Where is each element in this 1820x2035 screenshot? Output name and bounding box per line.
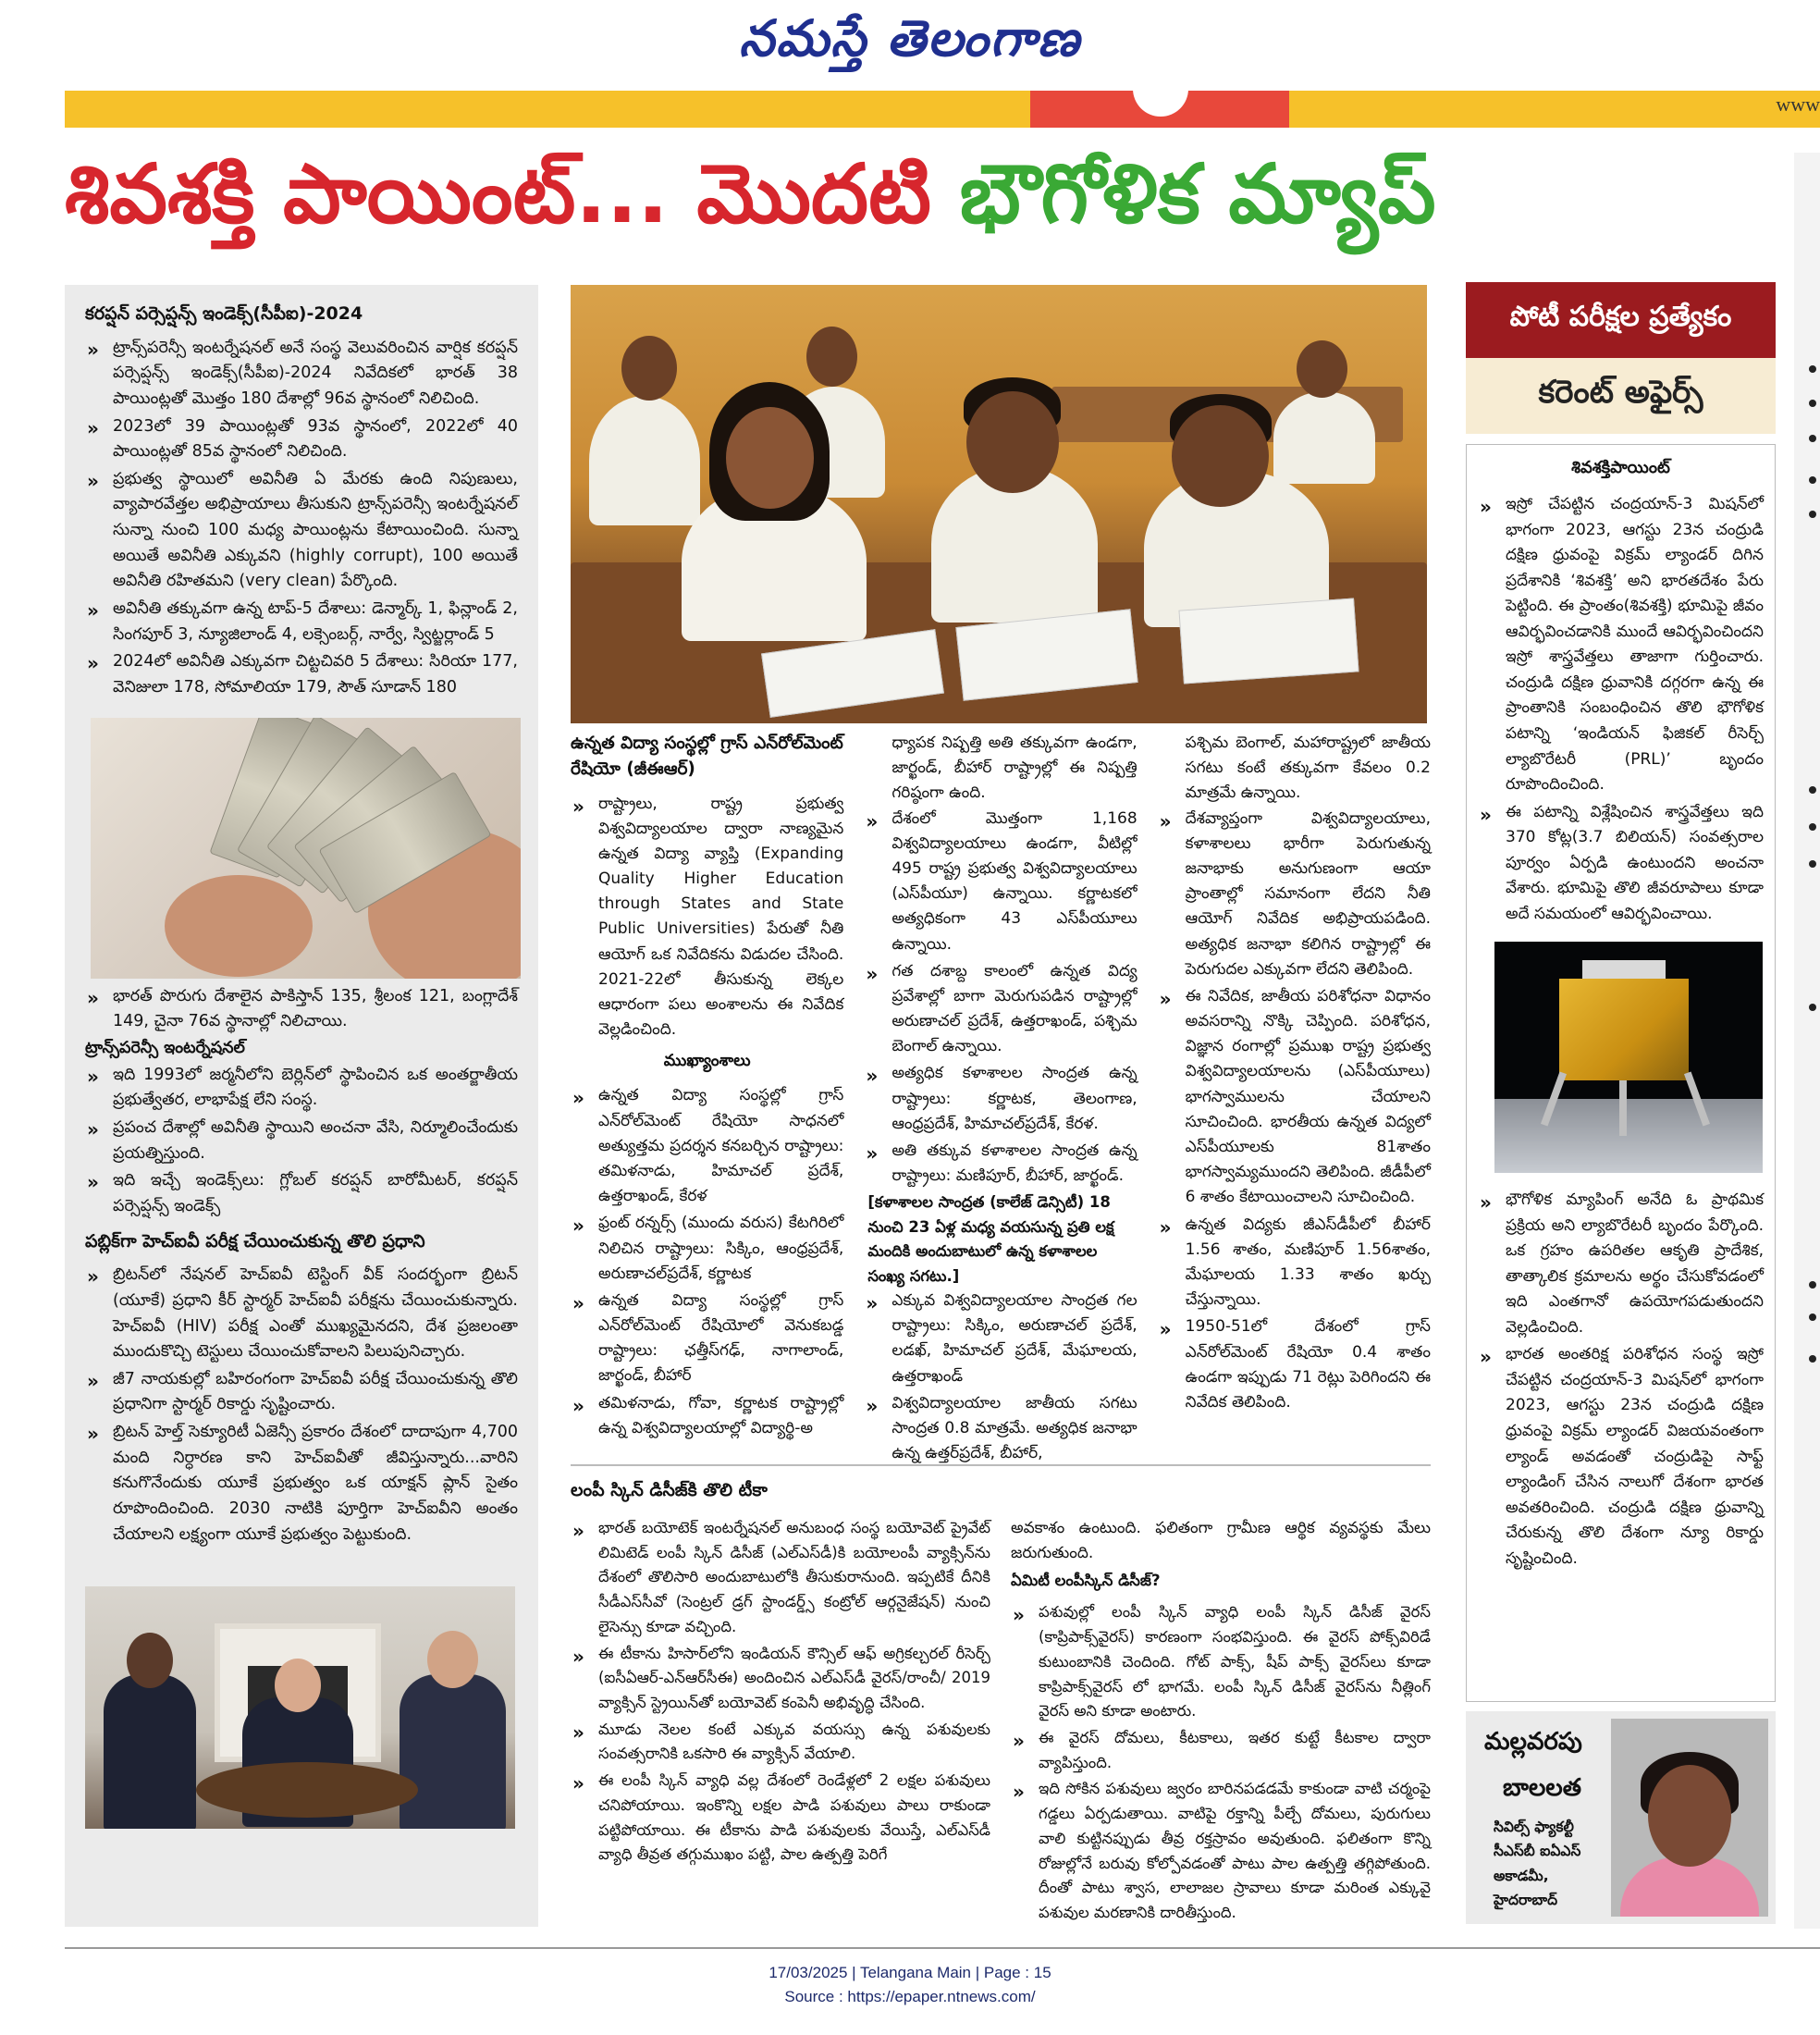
lander-leg [1619,1080,1627,1136]
edge-bullet-icon [1809,1004,1816,1011]
right-column-shivashakti [1466,444,1776,1702]
edge-bullet-icon [1809,786,1816,794]
page-footer [0,1961,1820,2008]
person-head [275,1659,321,1712]
list-item: » ఈ పటాన్ని విశ్లేషించిన శాస్త్రవేత్తలు ఇది 370 కోట్ల(3.7 బిలియన్) సంవత్సరాల పూర్వం ఏర్పడి ఉంటుందని అంచనా వేశారు. భూమిపై తొలి జీవరూపాలు కూడా అదే సమయంలో ఆవిర్భవించాయి. [1478,800,1764,928]
author-name: బాలలత [1503,1774,1581,1802]
edge-bullet-icon [1809,365,1816,373]
edge-bullet-icon [1809,1314,1816,1321]
edge-bullet-icon [1809,823,1816,831]
list-item: » భౌగోళిక మ్యాపింగ్ అనేది ఓ ప్రాథమిక ప్రక్రియ అని ల్యాబొరేటరీ బృందం పేర్కొంది. ఒక గ్రహం ఉపరితల ఆకృతి ప్రాదేశిక, తాత్కాలిక క్రమాలను అర్థం చేసుకోవడంలో ఇది ఎంతగానో ఉపయోగపడుతుందని వెల్లడించింది. [1478,1188,1764,1340]
ti-bullets [85,1063,518,1220]
edge-bullet-icon [1809,511,1816,518]
list-item: » ఎక్కువ విశ్వవిద్యాలయాల సాంద్రత గల రాష్ట్రాలు: సిక్కిం, అరుణాచల్ ప్రదేశ్, లడఖ్, హిమాచల్ ప్రదేశ్, మేఘాలయ, ఉత్తరాఖండ్ [864,1289,1137,1389]
author-designation: సివిల్స్ ఫ్యాకల్టీ సీఎస్‌బీ ఐఏఎస్ అకాడమీ, హైదరాబాద్ [1494,1819,1581,1909]
list-item: » భారత్ బయోటెక్ ఇంటర్నేషనల్ అనుబంధ సంస్థ బయోవెట్ ప్రైవేట్ లిమిటెడ్ లంపీ స్కిన్ డిసీజ్ (ఎల్ఎస్‌డీ)కి బయోలంపీ వ్యాక్సిన్‌ను దేశంలో తొలిసారి అందుబాటులోకి తీసుకురానుంది. ఇప్పటికే దీనికి సీడీఎస్‌సీవో (సెంట్రల్ డ్రగ్ స్టాండర్డ్స్ కంట్రోల్ ఆర్గనైజేషన్) నుంచి లైసెన్సు కూడా వచ్చింది. [571,1516,990,1640]
classroom-photo [571,285,1427,723]
headline-part-red: శివశక్తి పాయింట్... మొదటి [65,146,960,241]
list-item: » 2023లో 39 పాయింట్లతో 93వ స్థానంలో, 2022లో 40 పాయింట్లతో 85వ స్థానంలో నిలిచింది. [85,414,518,465]
student-head [1172,405,1269,507]
student-shape [1273,391,1375,484]
what-is-lsd-subtitle: ఏమిటీ లంపీస్కిన్ డిసీజ్? [1011,1572,1161,1590]
list-item: » భారత్ పొరుగు దేశాలైన పాకిస్తాన్ 135, శ్రీలంక 121, బంగ్లాదేశ్ 149, చైనా 76వ స్థానాల్లో నిలిచాయి. [85,984,518,1035]
ger-article-title: ఉన్నత విద్యా సంస్థల్లో గ్రాస్ ఎన్‌రోల్‌మెంట్ రేషియో (జీఈఆర్) [571,734,843,779]
list-item: » అతి తక్కువ కళాశాలల సాంద్రత ఉన్న రాష్ట్రాలు: మణిపూర్, బీహార్, జార్ఖండ్. [864,1139,1137,1189]
person-shape [104,1674,196,1829]
list-item: » రాష్ట్రాలు, రాష్ట్ర ప్రభుత్వ విశ్వవిద్యాలయాల ద్వారా నాణ్యమైన ఉన్నత విద్యా వ్యాప్తి (Expanding Quality Higher Education through States and State Public Universities) పేరుతో నీతి ఆయోగ్ ఒక నివేదికను విడుదల చేసింది. 2021-22లో తీసుకున్న లెక్కల ఆధారంగా పలు అంశాలను ఈ నివేదిక వెల్లడించింది. [571,792,843,1043]
lumpy-column-1 [571,1516,990,1928]
headline-part-green: భౌగోళిక మ్యాప్ [959,146,1436,241]
author-photo [1611,1719,1768,1917]
student-head [726,407,814,509]
paragraph-continuation: అవకాశం ఉంటుంది. ఫలితంగా గ్రామీణ ఆర్థిక వ్యవస్థకు మేలు జరుగుతుంది. [1011,1519,1431,1563]
edge-bullet-icon [1809,860,1816,868]
newspaper-logo: నమస్తే తెలంగాణ [739,7,1081,68]
list-item: » ప్రపంచ దేశాల్లో అవినీతి స్థాయిని అంచనా వేసి, నిర్మూలించేందుకు ప్రయత్నిస్తుంది. [85,1116,518,1166]
cpi-section-title: కరప్షన్ పర్సెప్షన్స్ ఇండెక్స్(సీపీఐ)-2024 [85,303,363,324]
ger-article [571,731,1431,1462]
next-page-edge [1794,153,1820,1929]
vikram-lander-photo [1494,942,1763,1173]
left-column-cpi [65,285,538,1927]
list-item: » విశ్వవిద్యాలయాల జాతీయ సగటు సాంద్రత 0.8 మాత్రమే. అత్యధిక జనాభా ఉన్న ఉత్తర్‌ప్రదేశ్, బీహార్, [864,1391,1137,1467]
student-head [806,327,857,387]
paragraph-continuation: ధ్యాపక నిష్పత్తి అతి తక్కువగా ఉండగా, జార్ఖండ్, బీహార్ రాష్ట్రాల్లో ఈ నిష్పత్తి గరిష్ఠంగా ఉంది. [892,734,1138,803]
list-item: » మూడు నెలల కంటే ఎక్కువ వయస్సు ఉన్న పశువులకు సంవత్సరానికి ఒకసారి ఈ వ్యాక్సిన్ వేయాలి. [571,1718,990,1767]
student-shape [589,396,700,525]
list-item: » ఈ నివేదిక, జాతీయ పరిశోధనా విధానం అవసరాన్ని నొక్కి చెప్పింది. పరిశోధన, విజ్ఞాన రంగాల్లో ప్రముఖ రాష్ట్ర ప్రభుత్వ విశ్వవిద్యాలయాలను (ఎస్‌పీయూలు) భాగస్వాములను చేయాలని సూచించింది. భారతీయ ఉన్నత విద్యలో ఎస్‌పీయూలకు 81శాతం భాగస్వామ్యముందని తెలిపింది. జీడీపీలో 6 శాతం కేటాయించాలని సూచించింది. [1158,984,1431,1211]
list-item: » ఫ్రంట్ రన్నర్స్ (ముందు వరుస) కేటగిరిలో నిలిచిన రాష్ట్రాలు: సిక్కిం, ఆంధ్రప్రదేశ్, అరుణాచల్‌ప్రదేశ్, కర్ణాటక [571,1211,843,1287]
list-item: » ఉన్నత విద్యా సంస్థల్లో గ్రాస్ ఎన్‌రోల్‌మెంట్ రేషియోలో వెనుకబడ్డ రాష్ట్రాలు: ఛత్తీస్‌గఢ్, నాగాలాండ్, జార్ఖండ్, బీహార్ [571,1289,843,1389]
section-divider [571,1464,1431,1466]
hiv-section-title: పబ్లిక్‌గా హెచ్‌ఐవీ పరీక్ష చేయించుకున్న తొలి ప్రధాని [85,1230,425,1252]
author-box [1466,1711,1776,1924]
paragraph-continuation: పశ్చిమ బెంగాల్, మహారాష్ట్రలో జాతీయ సగటు కంటే తక్కువగా కేవలం 0.2 మాత్రమే ఉన్నాయి. [1185,734,1431,803]
author-surname: మల్లవరపు [1484,1728,1582,1756]
top-color-band [65,91,1820,128]
ger-column-2 [864,731,1137,1462]
edge-bullet-icon [1809,1355,1816,1363]
round-table-shape [196,1762,418,1818]
edge-bullet-icon [1809,435,1816,442]
hiv-bullets [85,1263,518,1548]
list-item: » ఈ లంపీ స్కిన్ వ్యాధి వల్ల దేశంలో రెండేళ్లలో 2 లక్షల పశువులు చనిపోయాయి. ఇంకొన్ని లక్షల పాడి పశువులు పాలు రాకుండా పట్టిపోయాయి. ఈ టీకాను పాడి పశువులకు వేయిస్తే, ఎల్ఎస్‌డీ వ్యాధి తీవ్రత తగ్గుముఖం పట్టి, పాల ఉత్పత్తి పెరిగే [571,1769,990,1868]
lumpy-column-2 [1011,1516,1431,1928]
currency-notes-photo [91,718,521,979]
footer-date-edition: 17/03/2025 | Telangana Main | Page : 15 [769,1964,1051,1981]
list-item: » భారత అంతరిక్ష పరిశోధన సంస్థ ఇస్రో చేపట్టిన చంద్రయాన్-3 మిషన్‌లో భాగంగా 2023, ఆగస్టు 23న చంద్రుడి దక్షిణ ధ్రువంపై విక్రమ్ ల్యాండర్ విజయవంతంగా ల్యాండ్ అవడంతో చంద్రుడిపై సాఫ్ట్ ల్యాండింగ్ చేసిన నాలుగో దేశంగా భారత అవతరించింది. చంద్రుడి దక్షిణ ధ్రువాన్ని చేరుకున్న తొలి దేశంగా న్యూ రికార్డు సృష్టించింది. [1478,1342,1764,1572]
main-headline [65,139,1785,250]
list-item: » ఉన్నత విద్యకు జీఎస్‌డీపీలో బీహార్ 1.56 శాతం, మణిపూర్ 1.56శాతం, మేఘాలయ 1.33 శాతం ఖర్చు చేస్తున్నాయి. [1158,1213,1431,1314]
list-item: » పశువుల్లో లంపీ స్కిన్ వ్యాధి లంపీ స్కిన్ డిసీజ్ వైరస్ (కాప్రిపాక్స్‌వైరస్) కారణంగా సంభవిస్తుంది. ఈ వైరస్ పోక్స్‌విరిడే కుటుంబానికి చెందింది. గోట్ పాక్స్, షీప్ పాక్స్ వైరస్‌లు కూడా కాప్రిపాక్స్‌వైరస్ లో భాగమే. లంపీ స్కిన్ డిసీజ్ వైరస్‌ను నీత్లింగ్ వైరస్ అని కూడా అంటారు. [1011,1600,1431,1724]
list-item: » ట్రాన్స్‌పరెన్సీ ఇంటర్నేషనల్ అనే సంస్థ వెలువరించిన వార్షిక కరప్షన్ పర్సెప్షన్స్ ఇండెక్స్(సీపీఐ)-2024 నివేదికలో భారత్ 38 పాయింట్లతో మొత్తం 180 దేశాల్లో 96వ స్థానంలో నిలిచింది. [85,336,518,413]
list-item: » ఇది ఇచ్చే ఇండెక్స్‌లు: గ్లోబల్ కరప్షన్ బారోమీటర్, కరప్షన్ పర్సెప్షన్స్ ఇండెక్స్ [85,1168,518,1219]
ti-subtitle: ట్రాన్స్‌పరెన్సీ ఇంటర్నేషనల్ [85,1038,245,1057]
list-item: » తమిళనాడు, గోవా, కర్ణాటక రాష్ట్రాల్లో ఉన్న విశ్వవిద్యాలయాల్లో విద్యార్థి-అ [571,1391,843,1441]
list-item: » బ్రిటన్ హెల్త్ సెక్యూరిటీ ఏజెన్సీ ప్రకారం దేశంలో దాదాపుగా 4,700 మంది నిర్ధారణ కాని హెచ్‌ఐవీతో జీవిస్తున్నారు...వారిని కనుగొనేందుకు యూకే ప్రభుత్వం ఒక యాక్షన్ ప్లాన్ సైతం రూపొందించింది. 2030 నాటికి పూర్తిగా హెచ్‌ఐవీని అంతం చేయాలని లక్ష్యంగా యూకే ప్రభుత్వం పెట్టుకుంది. [85,1420,518,1548]
masthead [0,0,1820,88]
list-item: » బ్రిటన్‌లో నేషనల్ హెచ్‌ఐవీ టెస్టింగ్ వీక్ సందర్భంగా బ్రిటన్ (యూకే) ప్రధాని కీర్ స్టార్మర్ హెచ్‌ఐవీ పరీక్షను చేయించుకున్నారు. హెచ్‌ఐవీ (HIV) పరీక్ష ఎంతో ముఖ్యమైనదని, దేశ ప్రజలంతా ముందుకొచ్చి టెస్టులు చేయించుకోవాలని పిలుపునిచ్చారు. [85,1263,518,1365]
neighbours-bullets [85,984,518,1035]
shivashakti-title: శివశక్తిపాయింట్ [1571,458,1670,477]
hand-shape [165,875,313,977]
cpi-bullets [85,336,518,701]
list-item: » అత్యధిక కళాశాలల సాంద్రత ఉన్న రాష్ట్రాలు: కర్ణాటక, తెలంగాణ, ఆంధ్రప్రదేశ్, హిమాచల్‌ప్రదేశ్, కేరళ. [864,1061,1137,1137]
band-url-fragment: www [1776,92,1820,116]
lumpy-skin-article [571,1480,1431,1924]
current-affairs-subheader: కరెంట్ అఫైర్స్ [1466,358,1776,434]
student-head [1297,340,1347,398]
highlights-subtitle: ముఖ్యాంశాలు [663,1052,751,1071]
list-item: » 1950-51లో దేశంలో గ్రాస్ ఎన్‌రోల్‌మెంట్ రేషియో 0.4 శాతం ఉండగా ఇప్పుడు 71 రెట్లు పెరిగిందని ఈ నివేదిక తెలిపింది. [1158,1314,1431,1415]
list-item: » దేశవ్యాప్తంగా విశ్వవిద్యాలయాలు, కళాశాలలు భారీగా పెరుగుతున్న జనాభాకు అనుగుణంగా ఆయా ప్రాంతాల్లో సమానంగా లేదని నీతి ఆయోగ్ నివేదిక అభిప్రాయపడింది. అత్యధిక జనాభా కలిగిన రాష్ట్రాల్లో ఈ పెరుగుదల ఎక్కువగా లేదని తెలిపింది. [1158,807,1431,982]
bottom-rule [65,1947,1820,1949]
student-head [621,336,677,401]
college-density-note: [కళాశాలల సాంద్రత (కాలేజ్ డెన్సిటీ) 18 నుంచి 23 ఏళ్ల మధ్య వయసున్న ప్రతి లక్ష మందికి అందుబాటులో ఉన్న కళాశాలల సంఖ్య సగటు.] [867,1193,1114,1285]
lumpy-article-title: లంపీ స్కిన్ డిసీజ్‌కి తొలి టీకా [571,1480,768,1500]
list-item: » 2024లో అవినీతి ఎక్కువగా చిట్టచివరి 5 దేశాలు: సిరియా 177, వెనిజులా 178, సోమాలియా 179, సౌత్ సూడాన్ 180 [85,649,518,700]
person-head [127,1633,173,1688]
list-item: » ఇది 1993లో జర్మనీలోని బెర్లిన్‌లో స్థాపించిన ఒక అంతర్జాతీయ ప్రభుత్వేతర, లాభాపేక్ష లేని సంస్థ. [85,1063,518,1114]
list-item: » ఇది సోకిన పశువులు జ్వరం బారినపడడమే కాకుండా వాటి చర్మంపై గడ్డలు ఏర్పడుతాయి. వాటిపై రక్తాన్ని పీల్చే దోమలు, పురుగులు వాలి కుట్టినప్పుడు తీవ్ర రక్తస్రావం అవుతుంది. ఫలితంగా కొన్ని రోజుల్లోనే బరువు కోల్పోవడంతో పాటు పాల ఉత్పత్తి తగ్గిపోతుంది. దీంతో పాటు శ్వాస, లాలాజల స్రావాలు కూడా మరింత ఎక్కువై పశువుల మరణానికి దారితీస్తుంది. [1011,1777,1431,1925]
ger-column-3 [1158,731,1431,1462]
footer-source-link[interactable]: Source : https://epaper.ntnews.com/ [784,1987,1036,2005]
ger-column-1 [571,731,843,1462]
person-shape [400,1674,506,1829]
student-head [966,391,1059,493]
moon-surface [1494,1099,1763,1173]
list-item: » దేశంలో మొత్తంగా 1,168 విశ్వవిద్యాలయాలు ఉండగా, వీటిల్లో 495 రాష్ట్ర ప్రభుత్వ విశ్వవిద్యాలయాలు (ఎస్‌పీయూ) ఉన్నాయి. కర్ణాటకలో అత్యధికంగా 43 ఎస్‌పీయూలు ఉన్నాయి. [864,807,1137,957]
list-item: » ఈ టీకాను హిసార్‌లోని ఇండియన్ కౌన్సిల్ ఆఫ్ అగ్రికల్చరల్ రీసెర్చ్ (ఐసీఏఆర్-ఎన్ఆర్‌సీఈ) అందించిన ఎల్ఎస్‌డీ వైరస్/రాంచీ/ 2019 వ్యాక్సిన్ స్ట్రెయిన్‌తో బయోవెట్ కంపెనీ అభివృద్ధి చేసింది. [571,1642,990,1716]
lander-body-shape [1559,979,1689,1080]
edge-bullet-icon [1809,400,1816,407]
notebook-shape [1178,598,1359,684]
pm-meeting-photo [85,1586,515,1829]
edge-bullet-icon [1809,476,1816,484]
list-item: » గత దశాబ్ద కాలంలో ఉన్నత విద్య ప్రవేశాల్లో బాగా మెరుగుపడిన రాష్ట్రాల్లో అరుణాచల్ ప్రదేశ్, ఉత్తరాఖండ్, పశ్చిమ బెంగాల్ ఉన్నాయి. [864,959,1137,1060]
list-item: » ఈ వైరస్ దోమలు, కీటకాలు, ఇతర కుట్టే కీటకాల ద్వారా వ్యాపిస్తుంది. [1011,1726,1431,1775]
list-item: » ఉన్నత విద్యా సంస్థల్లో గ్రాస్ ఎన్‌రోల్‌మెంట్ రేషియో సాధనలో అత్యుత్తమ ప్రదర్శన కనబర్చిన రాష్ట్రాలు: తమిళనాడు, హిమాచల్ ప్రదేశ్, ఉత్తరాఖండ్, కేరళ [571,1083,843,1209]
edge-bullet-icon [1809,1281,1816,1289]
competitive-exams-header: పోటీ పరీక్షల ప్రత్యేకం [1466,282,1776,358]
list-item: » ప్రభుత్వ స్థాయిలో అవినీతి ఏ మేరకు ఉంది నిపుణులు, వ్యాపారవేత్తల అభిప్రాయాలు తీసుకుని ట్రాన్స్‌పరెన్సీ ఇంటర్నేషనల్ సున్నా నుంచి 100 మధ్య పాయింట్లను కేటాయించింది. సున్నా అయితే అవినీతి ఎక్కువని (highly corrupt), 100 అయితే అవినీతి రహితమని (very clean) పేర్కొంది. [85,467,518,595]
person-head [427,1631,478,1688]
list-item: » జీ7 నాయకుల్లో బహిరంగంగా హెచ్‌ఐవీ పరీక్ష చేయించుకున్న తొలి ప్రధానిగా స్టార్మర్ రికార్డు సృష్టించారు. [85,1367,518,1418]
list-item: » ఇస్రో చేపట్టిన చంద్రయాన్-3 మిషన్‌లో భాగంగా 2023, ఆగస్టు 23న చంద్రుడి దక్షిణ ధ్రువంపై విక్రమ్ ల్యాండర్ దిగిన ప్రదేశానికి ‘శివశక్తి’ అని భారతదేశం పేరు పెట్టింది. ఈ ప్రాంతం(శివశక్తి) భూమిపై జీవం ఆవిర్భవించడానికి ముందే ఆవిర్భవించిందని ఇస్రో శాస్త్రవేత్తలు తాజాగా గుర్తించారు. చంద్రుడి దక్షిణ ధ్రువానికి దగ్గరగా ఉన్న ఈ ప్రాంతానికి సంబంధించిన తొలి భౌగోళిక పటాన్ని ‘ఇండియన్ ఫిజికల్ రీసెర్చ్ ల్యాబొరేటరీ (PRL)’ బృందం రూపొందించింది. [1478,492,1764,797]
list-item: » అవినీతి తక్కువగా ఉన్న టాప్-5 దేశాలు: డెన్మార్క్ 1, ఫిన్లాండ్ 2, సింగపూర్ 3, న్యూజిలాండ్ 4, లక్సెంబర్గ్, నార్వే, స్విట్జర్లాండ్ 5 [85,597,518,648]
